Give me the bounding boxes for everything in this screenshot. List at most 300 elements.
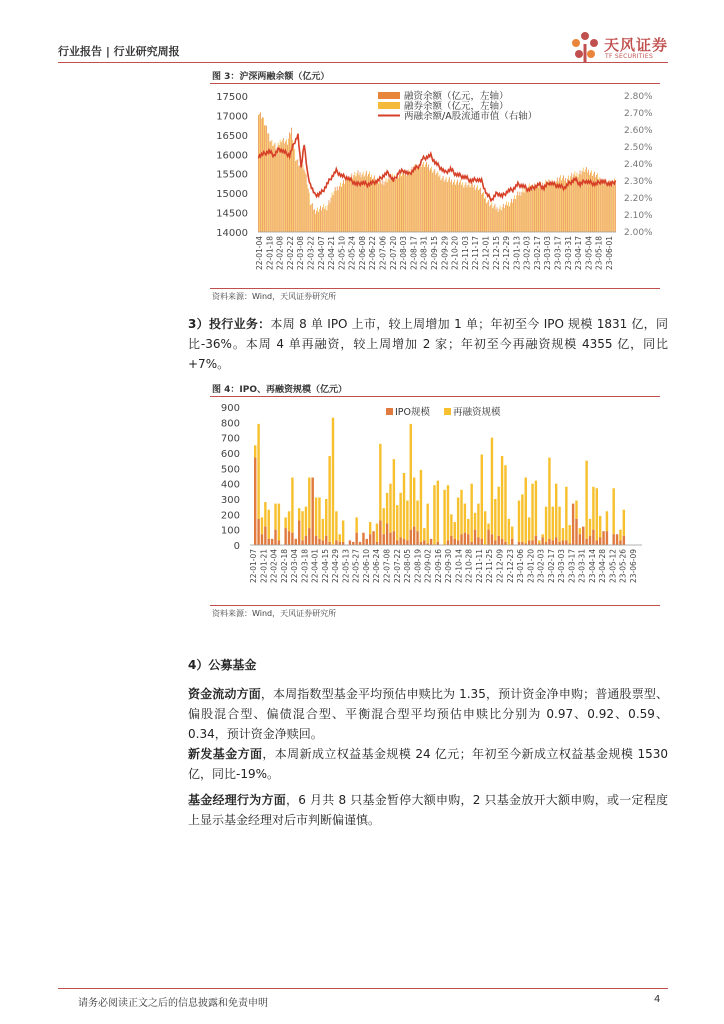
balance-bar [478,190,479,232]
refinance-bar [555,484,557,538]
balance-bar [313,210,314,232]
balance-bar [431,167,432,232]
ipo-refinance-chart [210,399,660,605]
balance-bar [278,143,279,232]
ipo-bar [447,540,449,545]
balance-bar [608,182,609,232]
balance-bar [258,115,259,232]
header-title: 行业报告 | 行业研究周报 [58,45,180,58]
ipo-bar [416,531,418,545]
ipo-bar [278,540,280,545]
balance-bar [500,206,501,232]
ipo-bar [497,536,499,545]
x-tick-label: 23-04-28 [598,549,608,584]
y-tick-label: 15500 [216,169,248,181]
balance-bar [312,203,313,232]
balance-bar [298,166,299,232]
ipo-bar [298,520,300,545]
balance-bar [419,165,420,232]
ipo-bar [322,540,324,545]
figure-4-source-divider [210,605,660,606]
y-tick-label: 800 [220,418,240,430]
ipo-bar [545,542,547,545]
balance-bar [317,208,318,232]
ipo-bar [369,534,371,545]
balance-bar [462,182,463,232]
balance-bar [338,190,339,232]
balance-bar [487,202,488,232]
ipo-bar [602,531,604,545]
balance-bar [600,183,601,232]
balance-bar [410,174,411,232]
ipo-bar [257,519,259,545]
x-tick-label: 22-03-04 [290,549,300,584]
ipo-bar [352,542,354,545]
ipo-bar [511,539,513,545]
balance-bar [518,196,519,232]
balance-bar [381,184,382,232]
balance-bar [293,144,294,232]
balance-bar [319,209,320,232]
x-tick-label: 22-12-09 [495,549,505,584]
balance-bar [452,185,453,232]
balance-bar [403,170,404,232]
refinance-bar [599,516,601,537]
balance-bar [527,190,528,232]
balance-bar [560,175,561,232]
balance-bar [296,160,297,232]
ipo-bar [379,520,381,545]
balance-bar [331,198,332,232]
refinance-bar [525,478,527,544]
balance-bar [444,182,445,232]
refinance-bar [596,488,598,540]
refinance-bar [497,487,499,536]
refinance-bar [383,508,385,534]
ipo-bar [450,536,452,545]
balance-bar [472,182,473,232]
balance-bar [322,207,323,232]
balance-bar [554,181,555,232]
x-tick-label: 23-06-01 [605,236,614,271]
ipo-bar [555,537,557,545]
ipo-bar [362,533,364,545]
refinance-bar [491,438,493,535]
balance-bar [476,188,477,232]
ipo-bar [470,542,472,545]
balance-bar [544,183,545,232]
balance-bar [302,167,303,232]
balance-bar [470,187,471,232]
x-tick-label: 22-11-03 [460,236,470,271]
balance-bar [555,185,556,232]
header-divider [58,62,668,63]
balance-bar [394,175,395,232]
balance-bar [375,181,376,232]
balance-bar [348,177,349,232]
refinance-bar [531,484,533,541]
refinance-bar [420,470,422,542]
ipo-bar [389,533,391,545]
y-tick-label: 900 [220,403,240,414]
ipo-bar [487,530,489,545]
x-tick-label: 22-02-08 [275,236,285,271]
balance-bar [308,189,309,232]
balance-bar [279,145,280,232]
refinance-bar [433,485,435,545]
refinance-bar [541,534,543,537]
ipo-bar [606,531,608,545]
refinance-bar [305,507,307,536]
refinance-bar [528,517,530,540]
balance-bar [385,182,386,232]
balance-bar [601,181,602,232]
ipo-bar [437,542,439,545]
balance-bar [448,180,449,232]
y-tick-label: 100 [220,525,240,537]
ipo-bar [410,530,412,545]
balance-bar [599,177,600,232]
balance-bar [273,146,274,232]
ipo-bar [291,533,293,545]
x-tick-label: 22-07-08 [382,549,392,584]
legend-label: 两融余额/A股流通市值（右轴） [404,111,538,122]
balance-bar [585,169,586,232]
refinance-bar [318,497,320,538]
refinance-bar [322,519,324,540]
balance-bar [423,162,424,232]
x-tick-label: 22-11-11 [474,549,484,584]
y2-tick-label: 2.70% [624,109,653,119]
balance-bar [546,184,547,232]
ipo-bar [413,527,415,545]
balance-bar [360,172,361,232]
balance-bar [540,182,541,232]
balance-bar [479,189,480,232]
balance-bar [552,180,553,232]
y-tick-label: 16000 [216,150,248,162]
x-tick-label: 23-01-06 [516,549,526,584]
y2-tick-label: 2.10% [624,211,653,221]
footer-disclaimer: 请务必阅读正文之后的信息披露和免责申明 [78,998,268,1009]
balance-bar [442,178,443,232]
x-tick-label: 22-12-01 [481,236,491,271]
balance-bar [538,187,539,232]
refinance-bar [268,510,270,539]
balance-bar [412,167,413,232]
refinance-bar [504,465,506,542]
balance-bar [269,141,270,232]
refinance-bar [538,540,540,543]
refinance-bar [325,499,327,536]
ipo-bar [342,542,344,545]
refinance-bar [386,493,388,524]
x-tick-label: 22-04-01 [310,549,320,584]
balance-bar [320,206,321,232]
balance-bar [460,180,461,232]
ipo-bar [301,540,303,545]
ipo-bar [464,533,466,545]
balance-bar [345,181,346,232]
balance-bar [511,199,512,232]
balance-bar [333,195,334,232]
x-tick-label: 23-05-12 [608,549,618,584]
balance-bar [297,159,298,232]
balance-bar [387,182,388,232]
balance-bar [392,174,393,232]
balance-bar [493,208,494,232]
balance-bar [309,193,310,232]
x-tick-label: 22-01-04 [255,236,264,271]
refinance-bar [423,528,425,540]
refinance-bar [257,424,259,519]
balance-bar [516,195,517,232]
refinance-bar [565,487,567,541]
para-new-text: ，本周新成立权益基金规模 24 亿元；年初至今新成立权益基金规模 1530 亿，同比-19%。 [188,747,668,781]
refinance-bar [254,445,256,457]
y-tick-label: 200 [220,510,240,522]
refinance-bar [403,473,405,539]
balance-bar [610,184,611,232]
legend-label: IPO规模 [395,407,431,418]
x-tick-label: 22-10-14 [454,549,464,584]
balance-bar [349,181,350,232]
balance-bar [372,180,373,232]
ipo-bar [396,540,398,545]
balance-bar [429,170,430,232]
ipo-bar [552,540,554,545]
balance-bar [384,185,385,232]
x-tick-label: 23-05-04 [584,236,594,271]
legend-swatch [444,408,451,415]
x-tick-label: 22-03-22 [306,236,316,271]
ipo-bar [254,458,256,545]
refinance-bar [298,508,300,520]
balance-bar [406,176,407,232]
x-tick-label: 22-09-30 [444,549,454,584]
balance-bar [489,206,490,232]
balance-bar [466,182,467,232]
figure-3 [210,70,660,302]
balance-bar [598,179,599,232]
balance-bar [335,187,336,232]
ipo-bar [376,542,378,545]
balance-bar [498,212,499,232]
ipo-bar [474,530,476,545]
balance-bar [277,148,278,232]
refinance-bar [521,494,523,542]
balance-bar [468,185,469,232]
balance-bar [400,172,401,232]
x-tick-label: 22-01-18 [265,236,275,271]
balance-bar [542,183,543,232]
x-tick-label: 22-07-22 [392,549,402,584]
refinance-bar [548,458,550,539]
refinance-bar [437,481,439,542]
refinance-bar [579,528,581,534]
y2-tick-label: 2.40% [624,160,653,170]
ipo-bar [582,527,584,545]
refinance-bar [396,505,398,540]
balance-bar [507,206,508,232]
refinance-bar [413,478,415,527]
balance-bar [526,186,527,232]
balance-bar [420,162,421,232]
ipo-bar [359,542,361,545]
refinance-bar [623,510,625,536]
balance-bar [326,210,327,232]
ipo-bar [589,536,591,545]
balance-bar [415,164,416,232]
refinance-bar [291,478,293,533]
balance-bar [548,182,549,232]
refinance-bar [592,487,594,530]
ipo-bar [454,539,456,545]
balance-bar [482,193,483,232]
refinance-bar [494,499,496,540]
balance-bar [474,185,475,232]
ipo-bar [467,534,469,545]
balance-bar [477,185,478,232]
refinance-bar [389,484,391,533]
x-tick-label: 23-03-03 [557,549,567,584]
balance-bar [321,210,322,232]
balance-bar [573,174,574,232]
balance-bar [262,117,263,232]
ipo-bar [528,540,530,545]
balance-bar [266,126,267,232]
refinance-bar [467,519,469,534]
refinance-bar [501,456,503,539]
ipo-bar [315,536,317,545]
balance-bar [438,171,439,232]
balance-bar [536,185,537,232]
refinance-bar [552,507,554,541]
legend-swatch [378,102,400,109]
ipo-bar [355,533,357,545]
ipo-bar [274,530,276,545]
ipo-bar [325,536,327,545]
balance-bar [430,169,431,232]
legend-label: 再融资规模 [453,407,501,418]
balance-bar [456,182,457,232]
balance-bar [513,199,514,232]
refinance-bar [355,517,357,532]
balance-bar [445,180,446,232]
refinance-bar [589,519,591,536]
y-tick-label: 700 [220,433,240,445]
ipo-bar [504,542,506,545]
balance-bar [439,177,440,232]
logo-flower-icon [568,30,602,64]
x-tick-label: 23-01-20 [526,549,536,584]
y-tick-label: 600 [220,449,240,460]
x-tick-label: 22-08-05 [403,549,413,584]
balance-bar [494,206,495,232]
balance-bar [485,197,486,232]
balance-bar [520,192,521,232]
legend-label: 融资余额（亿元，左轴） [404,91,509,102]
balance-bar [402,173,403,232]
balance-bar [388,179,389,232]
refinance-bar [450,514,452,535]
balance-bar [260,112,261,232]
x-tick-label: 22-04-29 [331,549,341,584]
balance-bar [366,171,367,232]
ipo-bar [423,540,425,545]
balance-bar [580,170,581,232]
balance-bar [289,132,290,232]
balance-bar [433,171,434,232]
balance-bar [522,192,523,232]
balance-bar [378,184,379,232]
ipo-bar [288,531,290,545]
x-tick-label: 22-05-24 [347,236,357,271]
balance-bar [343,180,344,232]
x-tick-label: 22-12-15 [491,236,501,271]
balance-bar [473,188,474,233]
x-tick-label: 23-02-03 [522,236,532,271]
y-tick-label: 16500 [216,130,248,142]
balance-bar [303,165,304,232]
balance-bar [483,192,484,232]
refinance-bar [481,455,483,539]
balance-bar [532,190,533,232]
balance-bar [510,203,511,232]
x-tick-label: 22-09-15 [430,236,439,271]
logo-text-cn: 天风证券 [604,36,669,54]
balance-bar [605,182,606,232]
x-tick-label: 23-03-17 [553,236,563,271]
para-flow-text: ，本周指数型基金平均预估申赎比为 1.35，预计资金净申购；普通股票型、偏股混合型、偏债混合型、平衡混合型平均预估申赎比分别为 0.97、0.92、0.59、0.34，预计资金净赎回。 [188,687,668,741]
balance-bar [306,174,307,232]
balance-bar [530,188,531,232]
y2-tick-label: 2.20% [624,194,653,204]
balance-bar [434,169,435,232]
ipo-bar [572,504,574,545]
balance-bar [591,170,592,232]
balance-bar [549,179,550,232]
page-header [58,36,669,64]
refinance-bar [575,501,577,519]
ipo-bar [366,539,368,545]
refinance-bar [606,511,608,531]
x-tick-label: 23-03-31 [577,549,587,584]
balance-bar [404,175,405,232]
balance-bar [558,181,559,232]
ipo-bar [457,540,459,545]
balance-bar [463,187,464,232]
balance-bar [428,165,429,232]
ipo-bar [460,534,462,545]
balance-bar [523,188,524,232]
footer-divider [58,988,668,989]
margin-balance-chart [210,86,660,286]
x-tick-label: 23-03-17 [567,549,577,584]
refinance-bar [416,501,418,532]
balance-bar [294,149,295,232]
balance-bar [427,167,428,232]
ipo-bar [420,542,422,545]
y-tick-label: 15000 [216,189,248,201]
x-tick-label: 22-05-13 [341,549,351,584]
balance-bar [328,205,329,232]
ipo-bar [616,534,618,545]
balance-bar [386,178,387,232]
balance-bar [594,172,595,232]
balance-bar [443,176,444,232]
balance-bar [389,176,390,232]
